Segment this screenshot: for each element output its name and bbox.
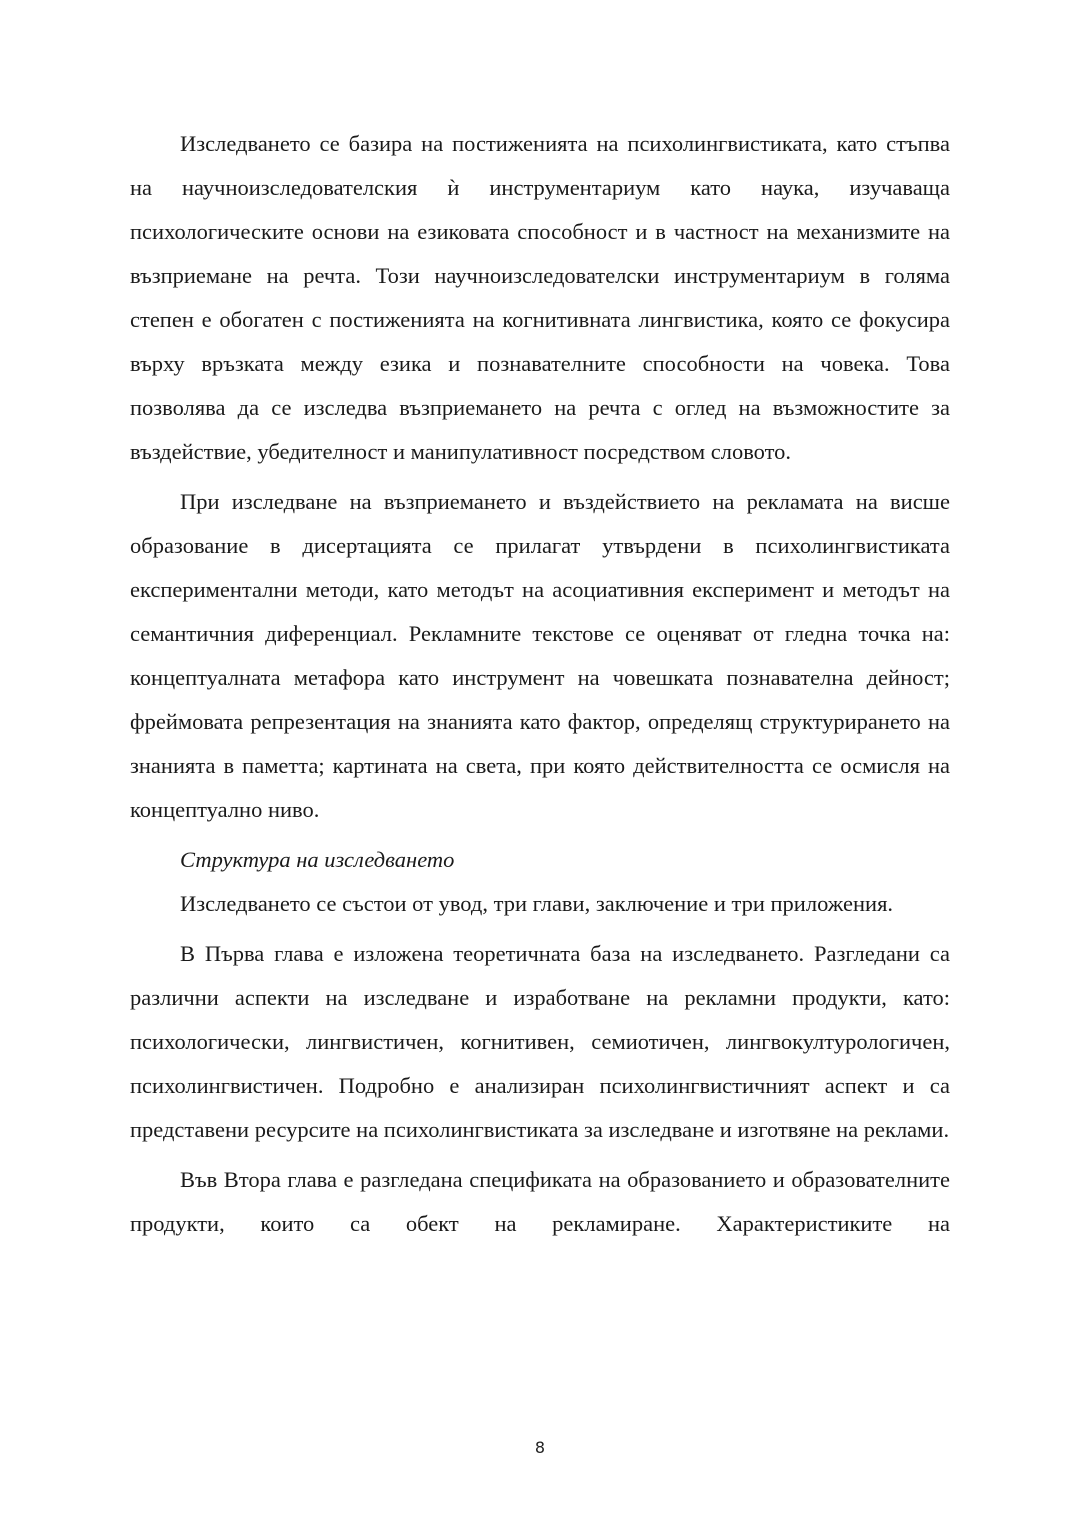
paragraph-methodology: Изследването се базира на постиженията на психолингвистиката, като стъпва на научноизследователския ѝ инструментариум като наука, изучаваща психологическите основи на езиковата способност и в частност на механизмите на възприемане на речта. Този научноизследователски инструментариум в голяма степен е обогатен с постиженията на когнитивната лингвистика, която се фокусира върху връзката между езика и познавателните способности на човека. Това позволява да се изследва възприемането на речта с оглед на възможностите за въздействие, убедителност и манипулативност посредством словото. xyxy=(130,131,950,464)
paragraph-chapter-one: В Първа глава е изложена теоретичната база на изследването. Разгледани са различни аспекти на изследване и изработване на рекламни продукти, като: психологически, лингвистичен, когнитивен, семиотичен, лингвокултурологичен, психолингвистичен. Подробно е анализиран психолингвистичният аспект и са представени ресурсите на психолингвистиката за изследване и изготвяне на реклами. xyxy=(130,941,950,1142)
section-heading: Структура на изследването xyxy=(180,847,455,872)
body-text xyxy=(130,122,950,1252)
page-number: 8 xyxy=(534,1438,546,1457)
paragraph-chapter-two: Във Втора глава е разгледана спецификата на образованието и образователните продукти, които са обект на рекламиране. Характеристиките на xyxy=(130,1167,950,1236)
paragraph-structure: Изследването се състои от увод, три глави, заключение и три приложения. xyxy=(180,891,894,916)
paragraph-methods: При изследване на възприемането и въздействието на рекламата на висше образование в дисертацията се прилагат утвърдени в психолингвистиката експериментални методи, като методът на асоциативния експеримент и методът на семантичния диференциал. Рекламните текстове се оценяват от гледна точка на: концептуалната метафора като инструмент на човешката познавателна дейност; фреймовата репрезентация на знанията като фактор, определящ структурирането на знанията в паметта; картината на света, при която действителността се осмисля на концептуално ниво. xyxy=(130,489,950,822)
